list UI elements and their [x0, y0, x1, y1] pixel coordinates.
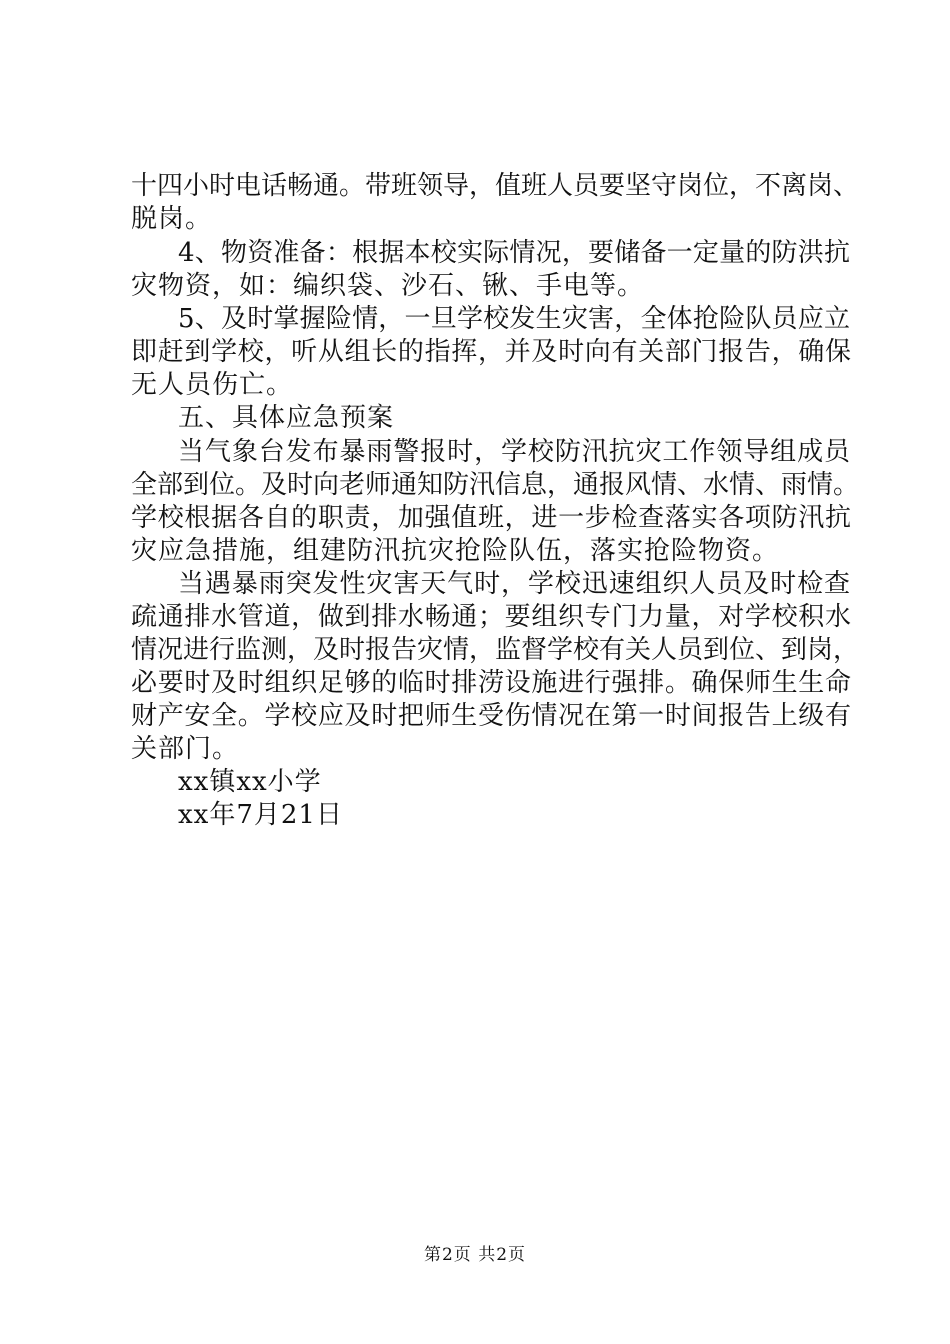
- body-line: 无人员伤亡。: [131, 370, 294, 400]
- body-line: 必要时及时组织足够的临时排涝设施进行强排。确保师生生命: [131, 668, 851, 698]
- body-line: 灾应急措施，组建防汛抗灾抢险队伍，落实抢险物资。: [131, 536, 780, 566]
- body-line: 财产安全。学校应及时把师生受伤情况在第一时间报告上级有: [131, 701, 851, 731]
- section-heading: 五、具体应急预案: [178, 403, 395, 433]
- body-line: 4、物资准备：根据本校实际情况，要储备一定量的防洪抗: [178, 238, 850, 268]
- body-line: 当遇暴雨突发性灾害天气时，学校迅速组织人员及时检查: [178, 569, 850, 599]
- body-line: 脱岗。: [131, 204, 213, 234]
- body-line: 灾物资，如：编织袋、沙石、锹、手电等。: [131, 271, 645, 301]
- page-footer: 第2页 共2页: [423, 1245, 527, 1265]
- signature-school: xx镇xx小学: [178, 767, 322, 797]
- body-line: 十四小时电话畅通。带班领导，值班人员要坚守岗位，不离岗、: [131, 171, 860, 201]
- body-line: 关部门。: [131, 734, 240, 764]
- body-line: 即赶到学校，听从组长的指挥，并及时向有关部门报告，确保: [131, 337, 851, 367]
- signature-date: xx年7月21日: [178, 800, 343, 830]
- body-line: 全部到位。及时向老师通知防汛信息，通报风情、水情、雨情。: [131, 470, 860, 500]
- body-line: 学校根据各自的职责，加强值班，进一步检查落实各项防汛抗: [131, 503, 851, 533]
- body-line: 当气象台发布暴雨警报时，学校防汛抗灾工作领导组成员: [178, 437, 850, 467]
- body-line: 情况进行监测，及时报告灾情，监督学校有关人员到位、到岗，: [131, 635, 860, 665]
- body-line: 5、及时掌握险情，一旦学校发生灾害，全体抢险队员应立: [178, 304, 850, 334]
- body-line: 疏通排水管道，做到排水畅通；要组织专门力量，对学校积水: [131, 602, 851, 632]
